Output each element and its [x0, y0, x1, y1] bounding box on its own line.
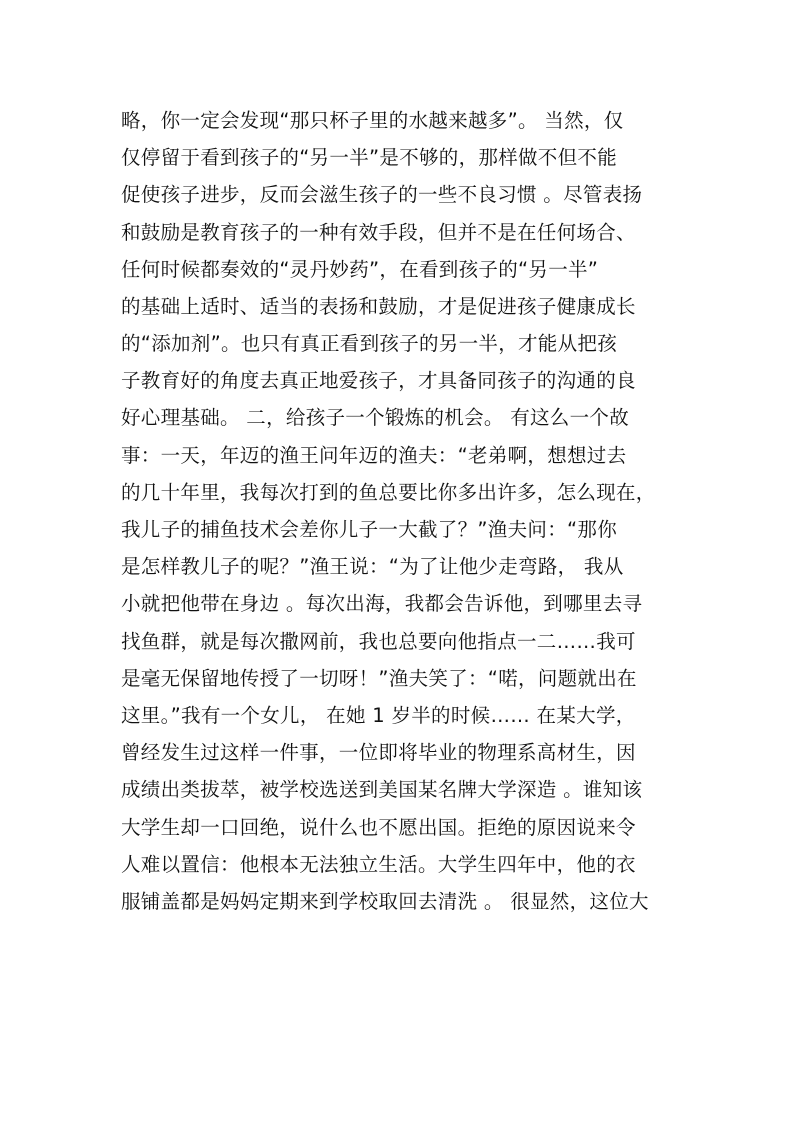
text-line: 的几十年里，我每次打到的鱼总要比你多出许多，怎么现在，: [121, 481, 656, 504]
text-line: 仅停留于看到孩子的“另一半”是不够的，那样做不但不能: [121, 146, 618, 169]
text-line: 好心理基础。 二，给孩子一个锻炼的机会。 有这么一个故: [121, 406, 629, 429]
text-line: 找鱼群，就是每次撒网前，我也总要向他指点一二……我可: [121, 630, 636, 653]
text-line: 任何时候都奏效的“灵丹妙药”，在看到孩子的“另一半”: [121, 258, 599, 281]
text-line: 的“添加剂”。也只有真正看到孩子的另一半，才能从把孩: [121, 332, 618, 355]
text-line: 我儿子的捕鱼技术会差你儿子一大截了？”渔夫问：“那你: [121, 518, 618, 541]
text-line: 事：一天，年迈的渔王问年迈的渔夫：“老弟啊，想想过去: [121, 444, 627, 467]
text-line: 的基础上适时、适当的表扬和鼓励，才是促进孩子健康成长: [121, 295, 636, 318]
text-line: 略，你一定会发现“那只杯子里的水越来越多”。 当然，仅: [121, 109, 624, 132]
text-line: 这里。”我有一个女儿， 在她 1 岁半的时候…… 在某大学，: [121, 704, 636, 727]
text-line: 曾经发生过这样一件事，一位即将毕业的物理系高材生，因: [121, 741, 636, 764]
text-line: 服铺盖都是妈妈定期来到学校取回去清洗 。 很显然，这位大: [121, 890, 649, 913]
text-line: 成绩出类拔萃，被学校选送到美国某名牌大学深造 。谁知该: [121, 778, 643, 801]
text-line: 和鼓励是教育孩子的一种有效手段，但并不是在任何场合、: [121, 221, 636, 244]
text-line: 大学生却一口回绝，说什么也不愿出国。拒绝的原因说来令: [121, 816, 636, 839]
text-line: 人难以置信：他根本无法独立生活。大学生四年中，他的衣: [121, 853, 636, 876]
text-line: 子教育好的角度去真正地爱孩子，才具备同孩子的沟通的良: [121, 369, 636, 392]
text-line: 是毫无保留地传授了一切呀！”渔夫笑了：“喏，问题就出在: [121, 667, 637, 690]
text-line: 是怎样教儿子的呢？”渔王说：“为了让他少走弯路， 我从: [121, 555, 624, 578]
text-line: 促使孩子进步，反而会滋生孩子的一些不良习惯 。尽管表扬: [121, 183, 643, 206]
text-line: 小就把他带在身边 。每次出海，我都会告诉他，到哪里去寻: [121, 592, 643, 615]
